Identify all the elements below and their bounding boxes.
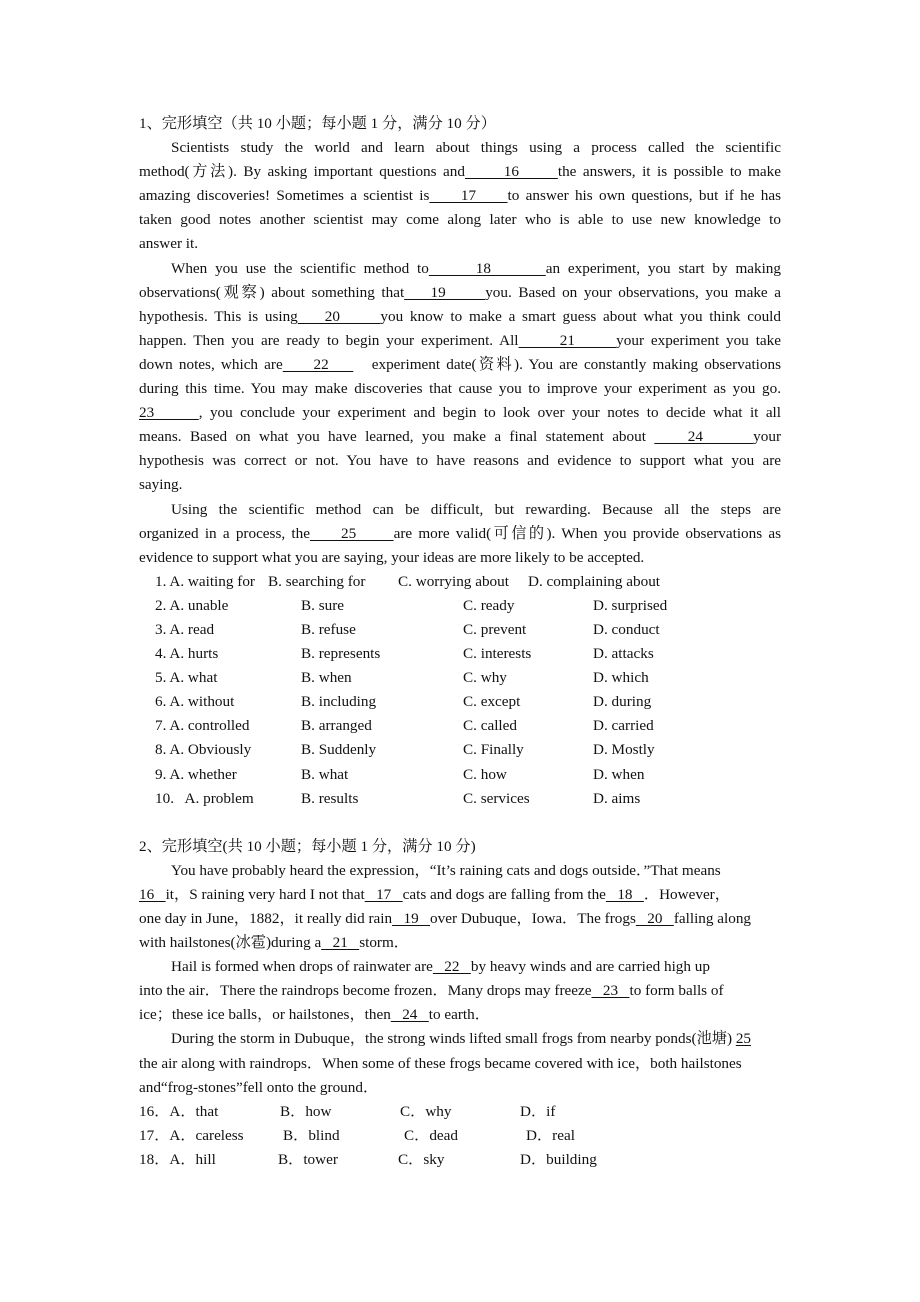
section2-heading: 2、完形填空(共 10 小题；每小题 1 分，满分 10 分) <box>139 837 476 855</box>
passage-line: amazing discoveries! Sometimes a scientist is 17 to answer his own questions, but if he has <box>139 187 781 205</box>
passage-line: taken good notes another scientist may come along later who is able to use new knowledge to <box>139 211 781 229</box>
passage-line: with hailstones(冰雹)during a 21 storm． <box>139 934 409 952</box>
passage-line: during this time. You may make discoveries that cause you to improve your experiment as you go. <box>139 380 781 398</box>
blank-23: 23 <box>139 404 199 422</box>
option-row: 3. A. read B. refuse C. prevent D. conduct <box>155 620 660 638</box>
blank-24: 24 <box>654 428 754 446</box>
passage-line: 16 it，S raining very hard I not that 17 cats and dogs are falling from the 18 ．However， <box>139 885 730 903</box>
passage-line: You have probably heard the expression，“It’s raining cats and dogs outside．”That means <box>171 861 721 879</box>
passage-line: means. Based on what you have learned, you make a final statement about 24 your <box>139 428 781 446</box>
passage-line: down notes, which are 22 experiment date(资料). You are constantly making observations <box>139 355 781 373</box>
option-row: 5. A. what B. when C. why D. which <box>155 669 649 687</box>
section-spacer <box>139 811 781 835</box>
blank-19: 19 <box>392 910 431 927</box>
blank-17: 17 <box>429 187 508 205</box>
blank-20: 20 <box>635 910 674 927</box>
passage-line: happen. Then you are ready to begin your experiment. All 21 your experiment you take <box>139 331 781 349</box>
passage-line: ice；these ice balls，or hailstones，then 24 to earth． <box>139 1006 490 1024</box>
blank-23: 23 <box>591 982 630 1000</box>
option-row: 18．A．hill B．tower C．sky D．building <box>139 1150 597 1168</box>
section1-heading: 1、完形填空（共 10 小题；每小题 1 分，满分 10 分） <box>139 115 496 132</box>
option-row: 6. A. without B. including C. except D. during <box>155 693 652 711</box>
blank-22: 22 <box>282 355 354 373</box>
blank-22: 22 <box>432 958 471 976</box>
option-row: 10. A. problem B. results C. services D. aims <box>155 789 641 807</box>
section1-passage <box>139 136 781 570</box>
section2-options <box>139 1100 781 1172</box>
passage-line: 23 , you conclude your experiment and begin to look over your notes to decide what it all <box>139 404 781 422</box>
passage-line: hypothesis. This is using 20 you know to make a smart guess about what you think could <box>139 307 781 325</box>
blank-21: 21 <box>321 934 360 952</box>
section1-options <box>139 570 781 811</box>
passage-line: hypothesis was correct or not. You have to have reasons and evidence to support what you are <box>139 452 781 470</box>
blank-17: 17 <box>364 885 403 903</box>
passage-line: Using the scientific method can be difficult, but rewarding. Because all the steps are <box>171 500 781 518</box>
blank-19: 19 <box>404 283 486 301</box>
blank-20: 20 <box>297 307 381 325</box>
section2-passage <box>139 859 811 1100</box>
passage-line: organized in a process, the 25 are more valid(可信的). When you provide observations as <box>139 524 781 542</box>
blank-25: 25 <box>309 524 394 542</box>
passage-line: evidence to support what you are saying, your ideas are more likely to be accepted. <box>139 548 645 566</box>
passage-line: and“frog-stones”fell onto the ground． <box>139 1078 379 1096</box>
option-row: 9. A. whether B. what C. how D. when <box>155 765 645 783</box>
passage-line: Scientists study the world and learn about things using a process called the scientific <box>171 139 781 157</box>
blank-16: 16 <box>464 163 558 181</box>
option-row: 16．A．that B．how C．why D．if <box>139 1102 556 1120</box>
option-row: 17．A．careless B．blind C．dead D．real <box>139 1126 575 1144</box>
blank-18: 18 <box>605 885 644 903</box>
passage-line: saying. <box>139 476 183 494</box>
blank-25: 25 <box>735 1030 751 1048</box>
passage-line: During the storm in Dubuque，the strong winds lifted small frogs from nearby ponds(池塘) 25 <box>171 1030 751 1048</box>
blank-24: 24 <box>390 1006 429 1024</box>
blank-21: 21 <box>518 331 617 349</box>
passage-line: When you use the scientific method to 18 an experiment, you start by making <box>171 259 781 277</box>
passage-line: observations(观察) about something that 19 you. Based on your observations, you make a <box>139 283 781 301</box>
option-row: 7. A. controlled B. arranged C. called D. carried <box>155 717 654 735</box>
passage-line: Hail is formed when drops of rainwater are 22 by heavy winds and are carried high up <box>171 958 710 976</box>
passage-line: the air along with raindrops．When some of these frogs became covered with ice，both hailstones <box>139 1054 742 1072</box>
option-row: 1. A. waiting for B. searching for C. worrying about D. complaining about <box>155 572 661 590</box>
option-row: 8. A. Obviously B. Suddenly C. Finally D. Mostly <box>155 741 655 759</box>
blank-16: 16 <box>139 885 166 903</box>
document-page <box>139 112 781 1172</box>
blank-18: 18 <box>428 259 546 277</box>
passage-line: answer it. <box>139 235 199 253</box>
passage-line: one day in June，1882，it really did rain 19 over Dubuque，Iowa．The frogs 20 falling along <box>139 910 752 927</box>
passage-line: method(方法). By asking important questions and 16 the answers, it is possible to make <box>139 163 781 181</box>
option-row: 2. A. unable B. sure C. ready D. surprised <box>155 596 668 614</box>
passage-line: into the air．There the raindrops become frozen．Many drops may freeze 23 to form balls of <box>139 982 724 1000</box>
option-row: 4. A. hurts B. represents C. interests D. attacks <box>155 645 654 663</box>
